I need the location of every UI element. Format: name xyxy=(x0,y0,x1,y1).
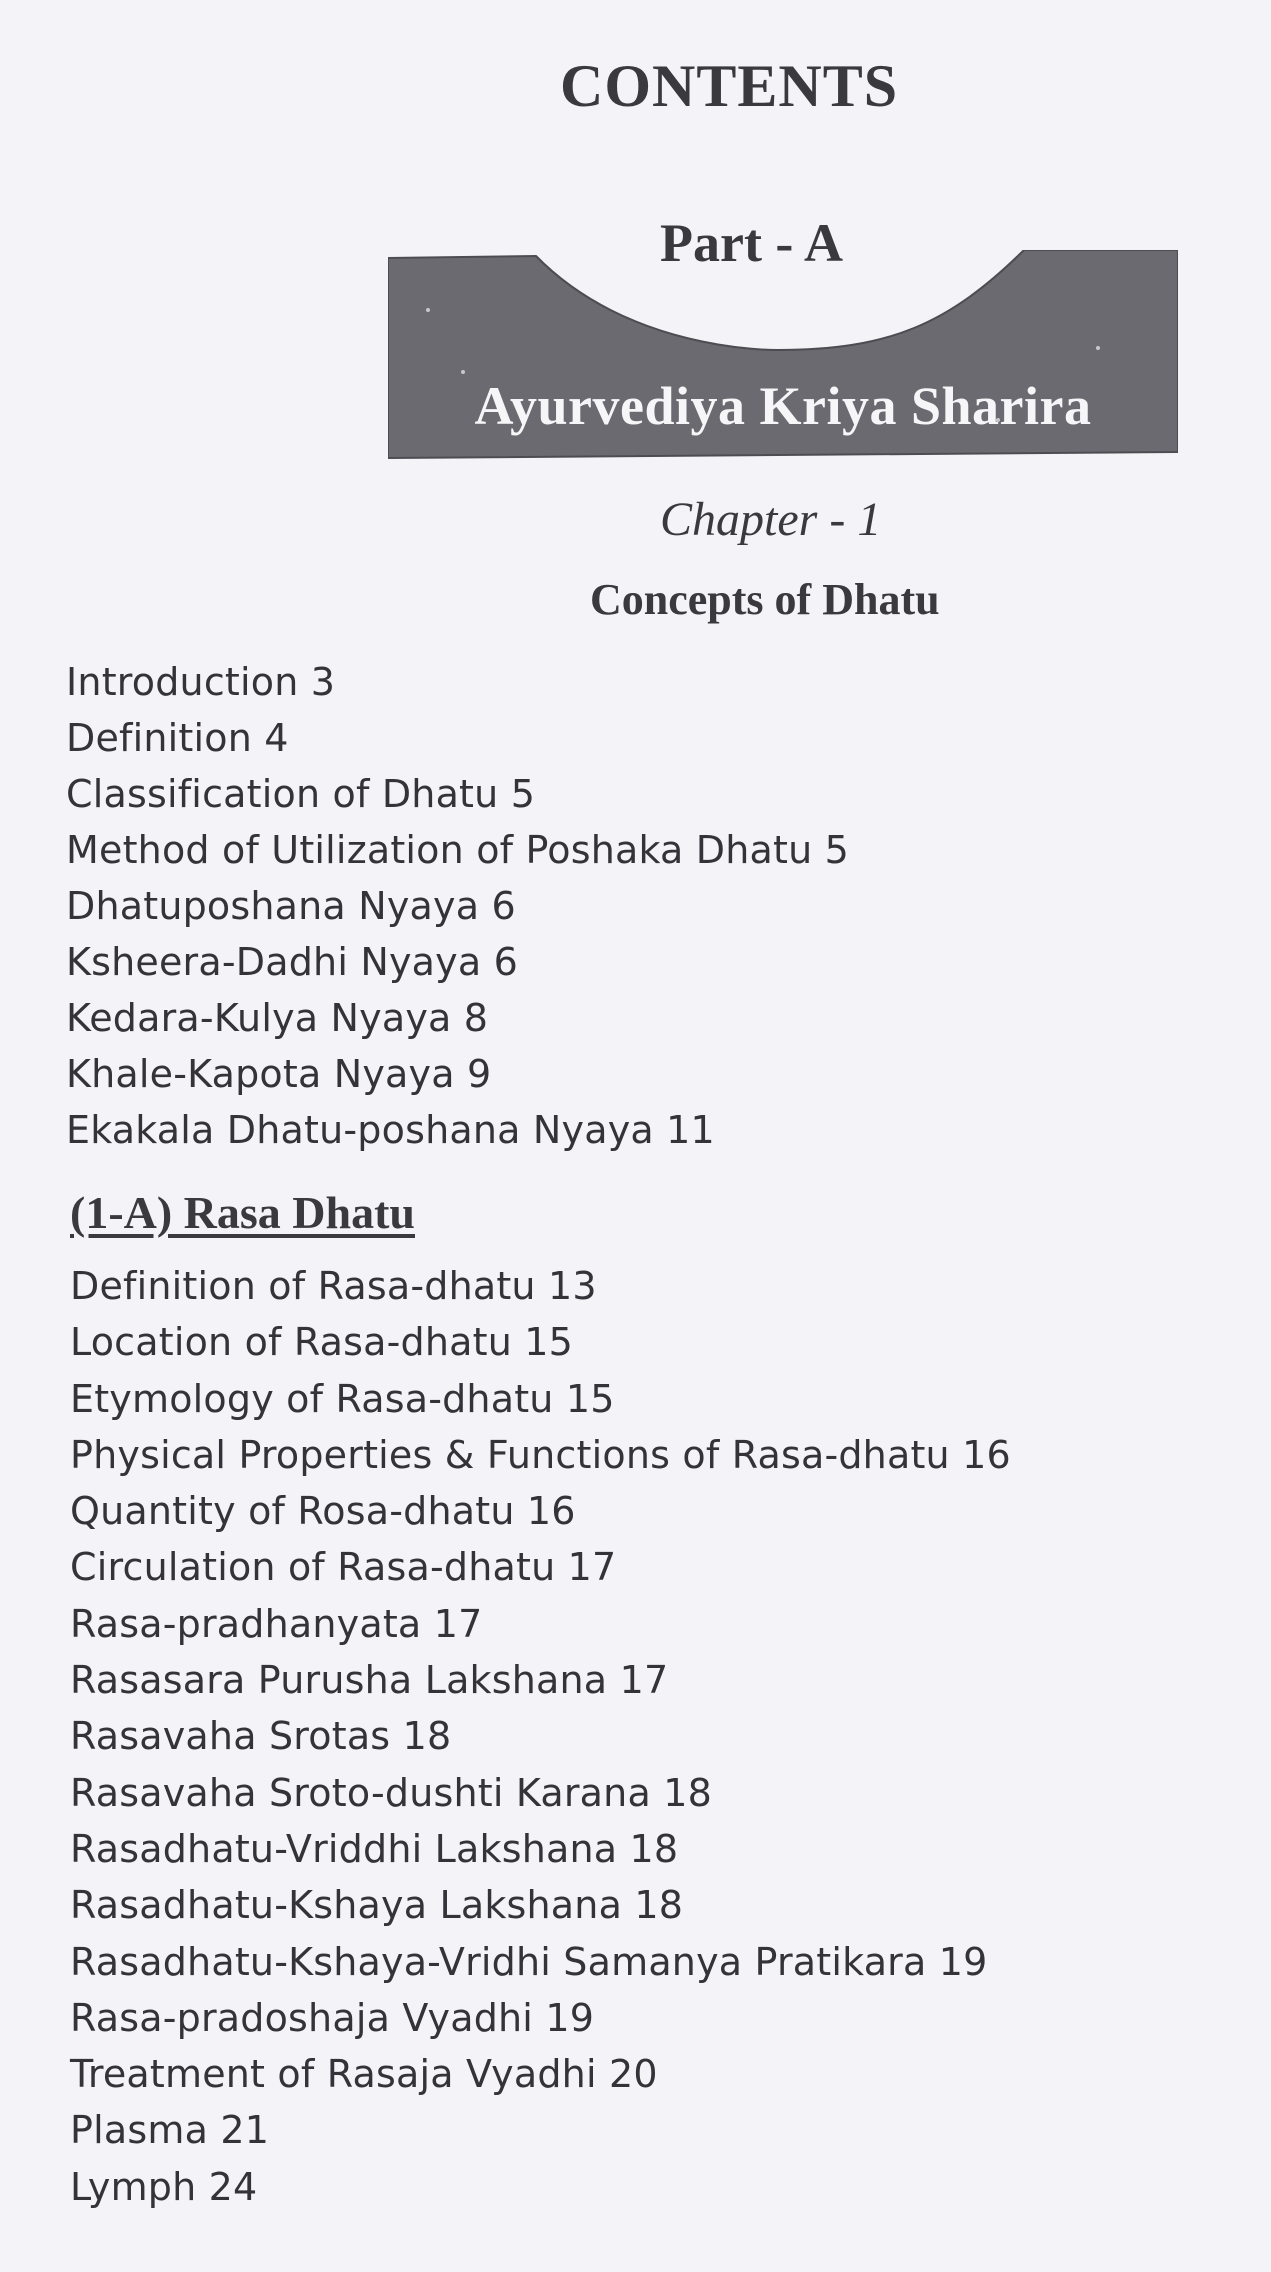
toc-entry: Rasadhatu-Kshaya-Vridhi Samanya Pratikara 19 xyxy=(70,1939,988,1984)
toc-entry: Plasma 21 xyxy=(70,2108,270,2153)
page-title: CONTENTS xyxy=(560,53,899,119)
toc-entry: Rasavaha Sroto-dushti Karana 18 xyxy=(70,1770,712,1815)
chapter-toc-list xyxy=(66,654,849,1158)
toc-entry: Location of Rasa-dhatu 15 xyxy=(70,1320,574,1365)
toc-entry: Rasavaha Srotas 18 xyxy=(70,1714,452,1759)
toc-entry: Ekakala Dhatu-poshana Nyaya 11 xyxy=(66,1108,715,1152)
toc-entry: Khale-Kapota Nyaya 9 xyxy=(66,1052,492,1096)
part-label: Part - A xyxy=(660,213,843,273)
banner-title: Ayurvediya Kriya Sharira xyxy=(474,376,1092,436)
toc-entry: Rasadhatu-Kshaya Lakshana 18 xyxy=(70,1883,684,1928)
toc-entry: Classification of Dhatu 5 xyxy=(66,772,536,816)
toc-entry: Introduction 3 xyxy=(66,660,336,704)
toc-entry: Rasa-pradoshaja Vyadhi 19 xyxy=(70,1995,595,2040)
toc-entry: Physical Properties & Functions of Rasa-dhatu 16 xyxy=(70,1432,1011,1477)
toc-entry: Method of Utilization of Poshaka Dhatu 5 xyxy=(66,828,850,872)
toc-entry: Rasadhatu-Vriddhi Lakshana 18 xyxy=(70,1826,679,1871)
chapter-label: Chapter - 1 xyxy=(660,493,882,546)
section-toc-list xyxy=(70,1258,1011,2215)
toc-entry: Dhatuposhana Nyaya 6 xyxy=(66,884,516,928)
toc-entry: Lymph 24 xyxy=(70,2164,258,2209)
toc-entry: Circulation of Rasa-dhatu 17 xyxy=(70,1545,617,1590)
part-banner xyxy=(388,250,1178,460)
toc-entry: Definition of Rasa-dhatu 13 xyxy=(70,1264,597,1308)
toc-entry: Definition 4 xyxy=(66,716,289,760)
toc-entry: Ksheera-Dadhi Nyaya 6 xyxy=(66,940,518,984)
chapter-title: Concepts of Dhatu xyxy=(590,575,940,624)
toc-entry: Treatment of Rasaja Vyadhi 20 xyxy=(70,2052,658,2097)
toc-entry: Etymology of Rasa-dhatu 15 xyxy=(70,1376,615,1421)
section-heading: (1-A) Rasa Dhatu xyxy=(70,1187,415,1238)
toc-entry: Rasa-pradhanyata 17 xyxy=(70,1601,483,1646)
toc-entry: Quantity of Rosa-dhatu 16 xyxy=(70,1489,576,1534)
toc-entry: Rasasara Purusha Lakshana 17 xyxy=(70,1658,669,1703)
toc-entry: Kedara-Kulya Nyaya 8 xyxy=(66,996,489,1040)
